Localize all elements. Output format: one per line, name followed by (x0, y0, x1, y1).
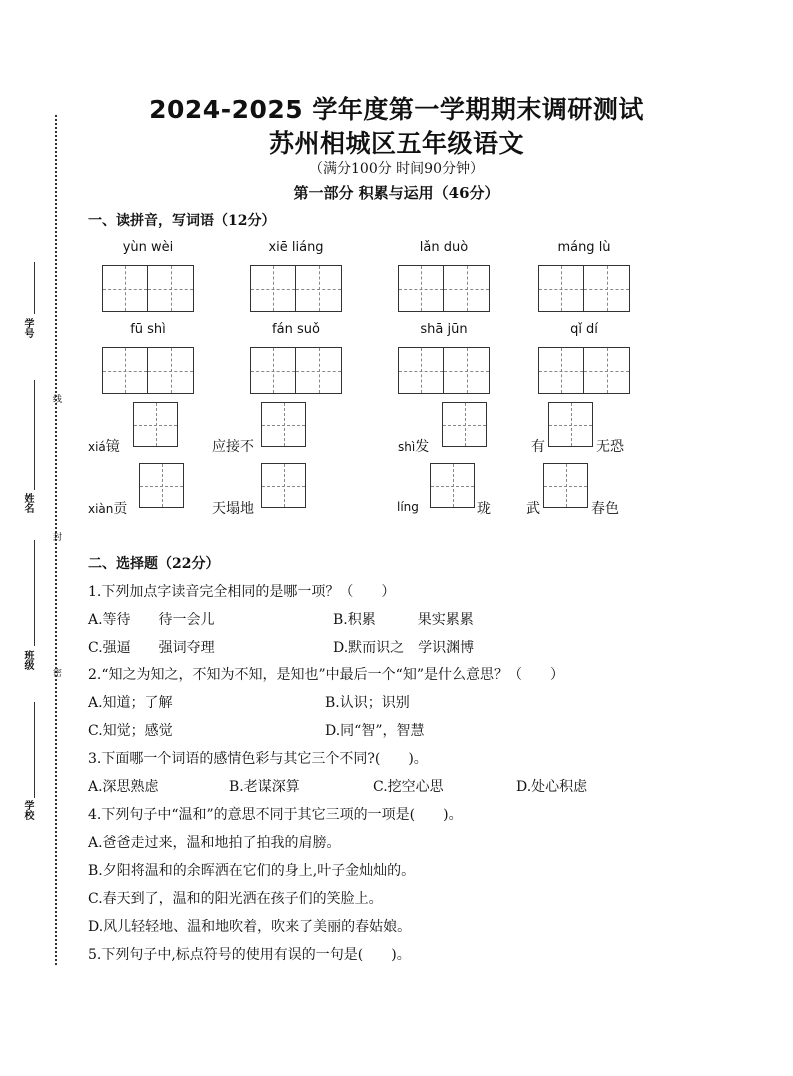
question-stem: 2.“知之为知之，不知为不知，是知也”中最后一个“知”是什么意思？（ ） (88, 667, 564, 683)
pinyin-prefix: xiá (88, 440, 106, 454)
writing-grid[interactable] (538, 347, 630, 394)
fill-in-item (398, 436, 429, 456)
grid-cell[interactable] (148, 348, 193, 393)
grid-cell[interactable] (103, 348, 148, 393)
answer-box[interactable] (261, 402, 306, 447)
grid-cell[interactable] (584, 348, 629, 393)
fill-in-item (88, 498, 127, 518)
section2-heading: 二、选择题（22分） (88, 556, 220, 572)
title-line-2: 苏州相城区五年级语文 (268, 129, 524, 158)
option-a[interactable]: A.知道；了解 (88, 695, 173, 711)
option-d[interactable]: D.默而识之 学识渊博 (333, 640, 475, 656)
grid-cell[interactable] (251, 266, 296, 311)
idiom-text: 应接不 (212, 439, 254, 455)
pinyin-label: yùn wèi (122, 240, 174, 255)
pinyin-label: fán suǒ (272, 322, 320, 337)
option-d[interactable]: D.处心积虑 (516, 779, 588, 795)
writing-grid[interactable] (102, 347, 194, 394)
idiom-text: 武 (526, 501, 540, 517)
writing-grid[interactable] (250, 265, 342, 312)
school-label: 学校 (22, 800, 33, 820)
part-title: 第一部分 积累与运用（46分） (293, 184, 500, 202)
option-c[interactable]: C.挖空心思 (373, 779, 444, 795)
question-stem: 5.下列句子中,标点符号的使用有误的一句是( )。 (88, 947, 411, 963)
grid-cell[interactable] (148, 266, 193, 311)
option-a[interactable]: A.爸爸走过来，温和地拍了拍我的肩膀。 (88, 835, 341, 851)
writing-grid[interactable] (398, 347, 490, 394)
grid-cell[interactable] (584, 266, 629, 311)
grid-cell[interactable] (539, 348, 584, 393)
idiom-text: 春色 (591, 501, 619, 517)
student-id-label: 学号 (22, 318, 33, 338)
class-label: 班级 (22, 650, 33, 670)
binding-mark-line: 线 (51, 394, 61, 403)
idiom-text: 天塌地 (212, 501, 254, 517)
answer-box[interactable] (261, 463, 306, 508)
pinyin-label: fū shì (130, 322, 166, 337)
grid-cell[interactable] (296, 348, 341, 393)
pinyin-prefix: líng (397, 500, 419, 514)
option-c[interactable]: C.春天到了，温和的阳光洒在孩子们的笑脸上。 (88, 891, 383, 907)
idiom-text: 有 (531, 439, 545, 455)
pinyin-prefix: shì (398, 440, 416, 454)
student-name-line (34, 380, 35, 490)
writing-grid[interactable] (398, 265, 490, 312)
pinyin-label: máng lù (557, 240, 611, 255)
writing-grid[interactable] (538, 265, 630, 312)
answer-box[interactable] (548, 402, 593, 447)
student-name-label: 姓名 (22, 493, 33, 513)
pinyin-label: xiē liáng (268, 240, 324, 255)
answer-box[interactable] (139, 463, 184, 508)
idiom-text: 镜 (105, 439, 120, 455)
grid-cell[interactable] (444, 348, 489, 393)
section1-heading: 一、读拼音，写词语（12分） (88, 213, 276, 229)
option-a[interactable]: A.等待 待一会儿 (88, 612, 215, 628)
grid-cell[interactable] (399, 266, 444, 311)
option-c[interactable]: C.知觉；感觉 (88, 723, 173, 739)
option-d[interactable]: D.同“智”，智慧 (325, 723, 425, 739)
title-line-1: 2024-2025 学年度第一学期期末调研测试 (149, 95, 644, 124)
question-stem: 1.下列加点字读音完全相同的是哪一项？（ ） (88, 584, 396, 600)
idiom-text: 贡 (113, 501, 128, 517)
student-id-line (34, 262, 35, 314)
question-stem: 4.下列句子中“温和”的意思不同于其它三项的一项是( )。 (88, 807, 463, 823)
class-line (34, 540, 35, 646)
pinyin-label: shā jūn (420, 322, 468, 337)
answer-box[interactable] (430, 463, 475, 508)
pinyin-label: qǐ dí (570, 322, 598, 337)
grid-cell[interactable] (103, 266, 148, 311)
idiom-text: 发 (415, 439, 430, 455)
binding-mark-secret: 密 (51, 668, 61, 677)
grid-cell[interactable] (444, 266, 489, 311)
option-a[interactable]: A.深思熟虑 (88, 779, 159, 795)
grid-cell[interactable] (251, 348, 296, 393)
grid-cell[interactable] (296, 266, 341, 311)
answer-box[interactable] (543, 463, 588, 508)
option-d[interactable]: D.风儿轻轻地、温和地吹着，吹来了美丽的春姑娘。 (88, 919, 412, 935)
idiom-text: 珑 (477, 501, 491, 517)
question-stem: 3.下面哪一个词语的感情色彩与其它三个不同?( )。 (88, 751, 428, 767)
exam-info: （满分100分 时间90分钟） (309, 161, 484, 177)
option-b[interactable]: B.认识；识别 (325, 695, 410, 711)
answer-box[interactable] (442, 402, 487, 447)
binding-mark-seal: 封 (51, 532, 61, 541)
school-line (34, 702, 35, 798)
idiom-text: 无恐 (596, 439, 624, 455)
answer-box[interactable] (133, 402, 178, 447)
grid-cell[interactable] (399, 348, 444, 393)
writing-grid[interactable] (250, 347, 342, 394)
pinyin-label: lǎn duò (419, 240, 469, 255)
pinyin-prefix: xiàn (88, 502, 114, 516)
option-b[interactable]: B.积累 果实累累 (333, 612, 474, 628)
grid-cell[interactable] (539, 266, 584, 311)
option-c[interactable]: C.强逼 强词夺理 (88, 640, 215, 656)
option-b[interactable]: B.夕阳将温和的余晖洒在它们的身上,叶子金灿灿的。 (88, 863, 416, 879)
option-b[interactable]: B.老谋深算 (229, 779, 300, 795)
writing-grid[interactable] (102, 265, 194, 312)
fill-in-item (88, 436, 120, 456)
